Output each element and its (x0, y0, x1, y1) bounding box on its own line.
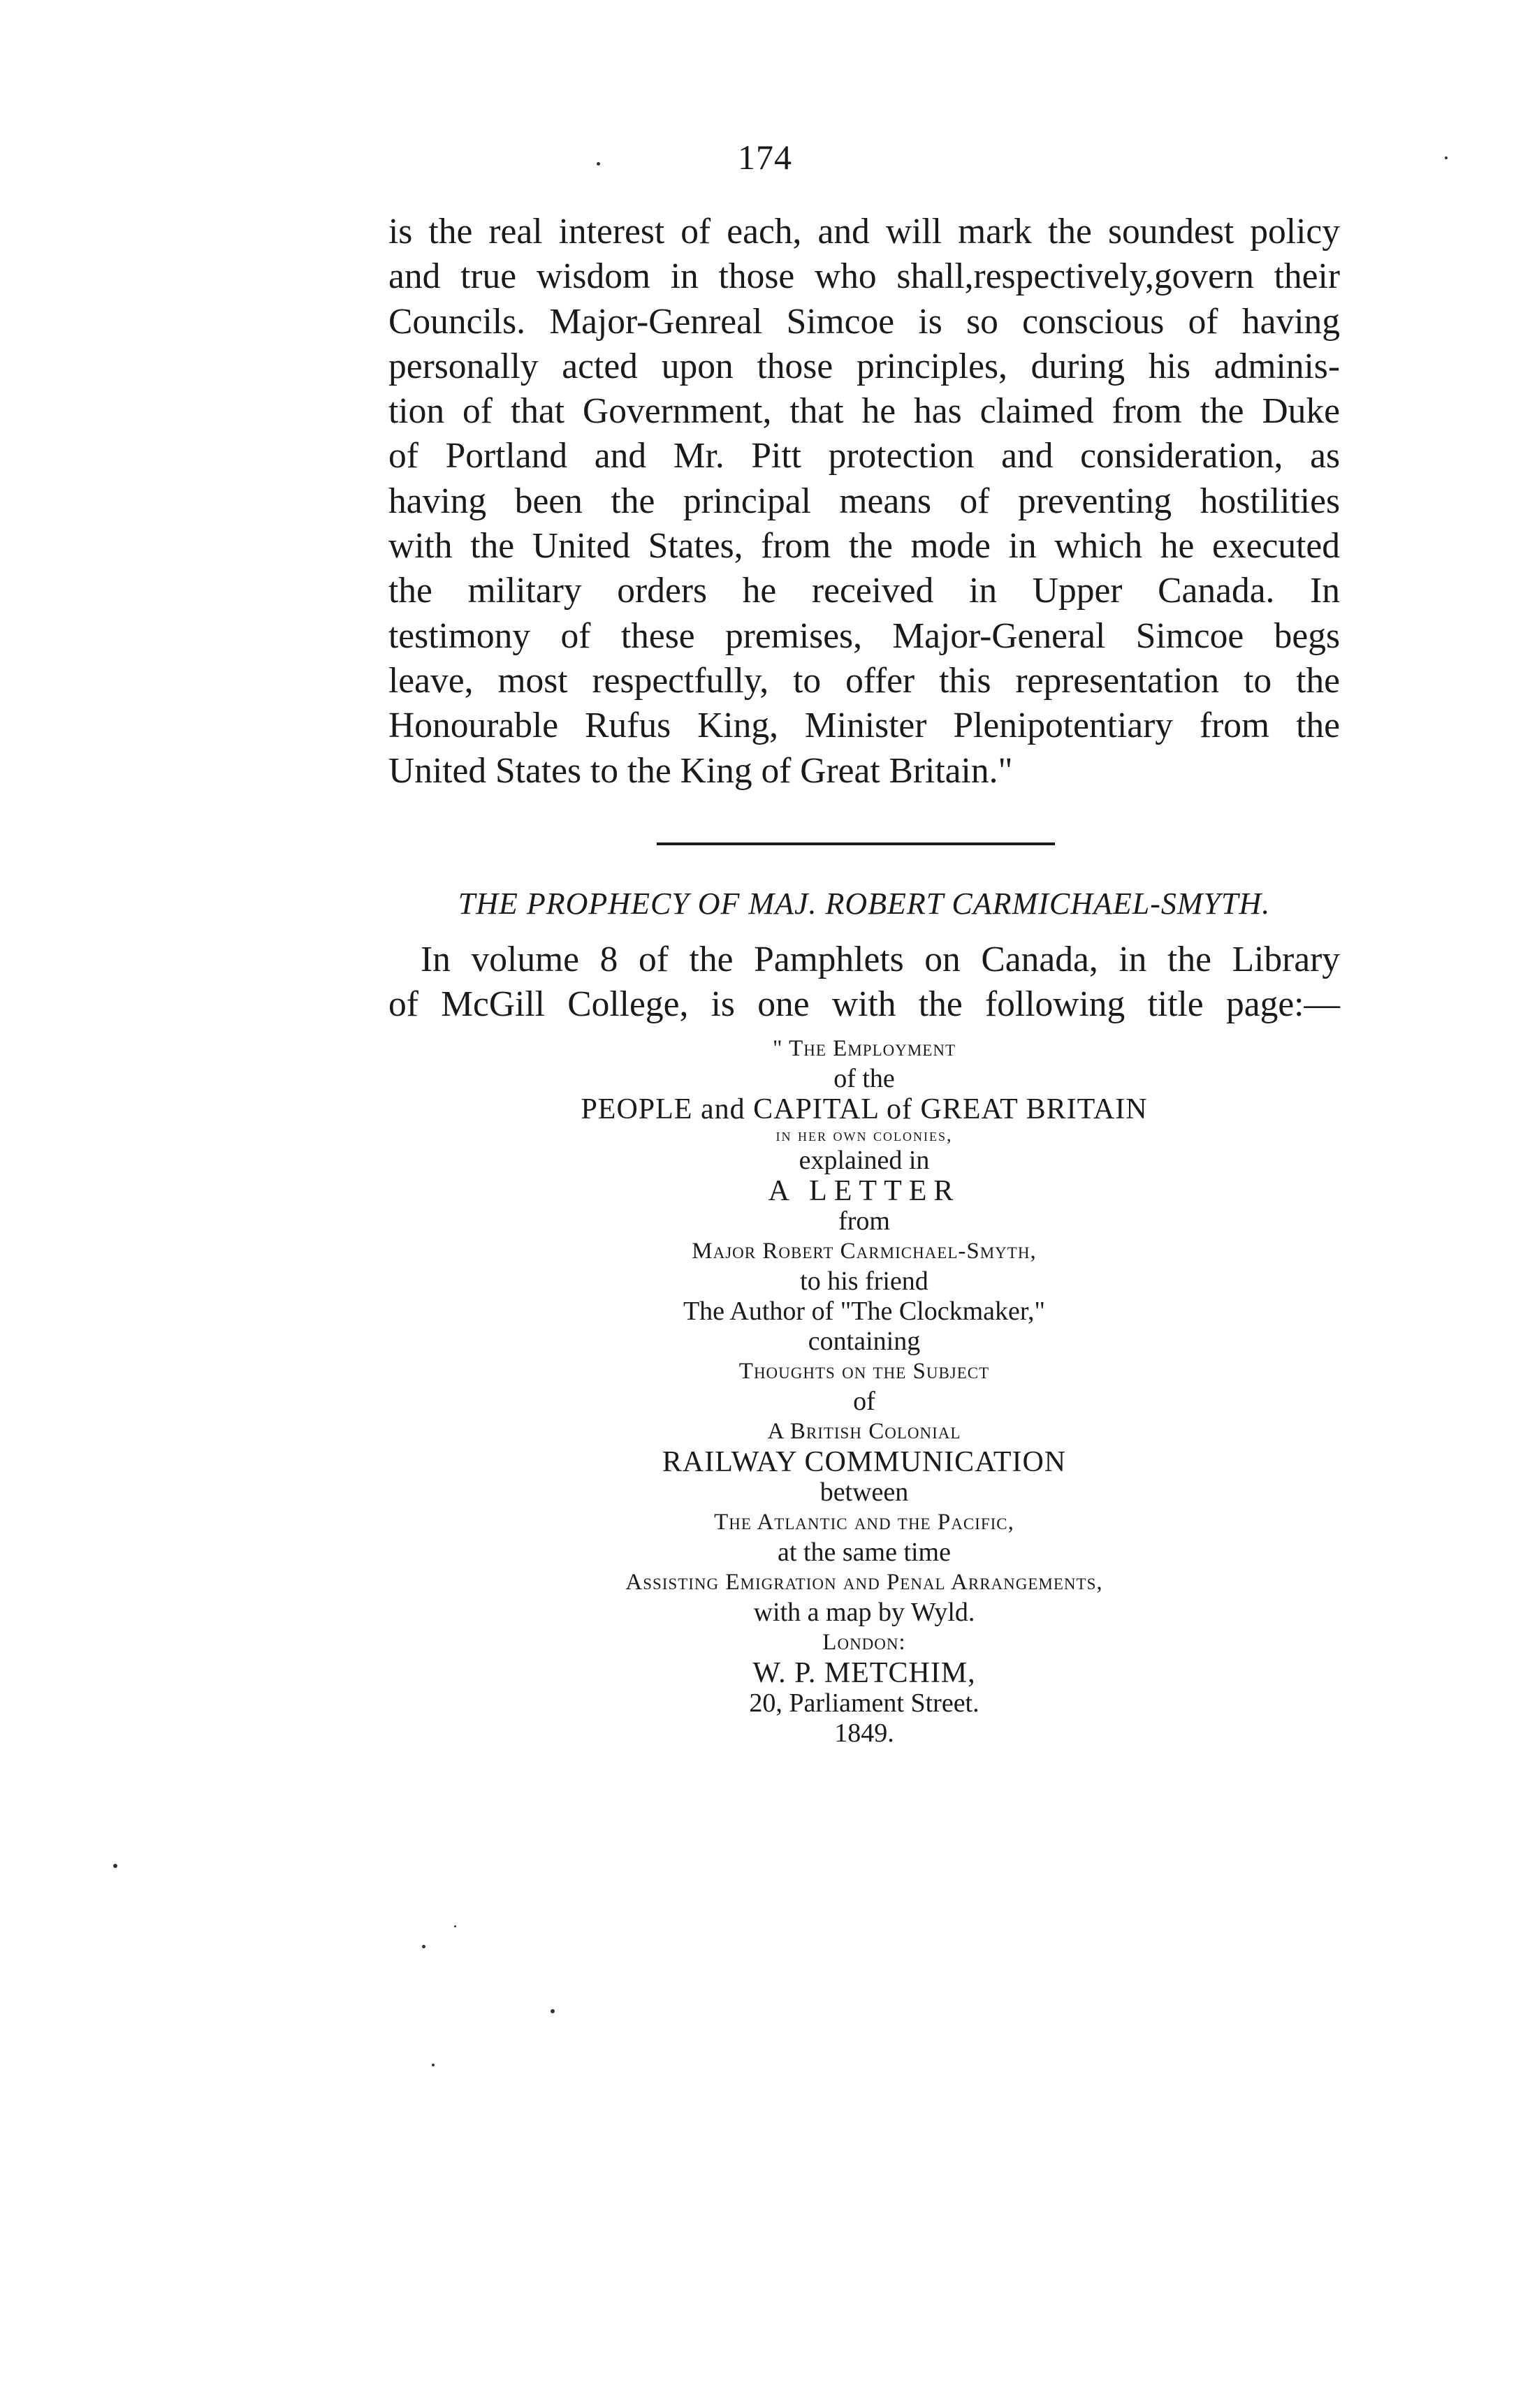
title-page-line: from (838, 1206, 890, 1236)
body-line: Councils. Major-Genreal Simcoe is so conscious of having (388, 301, 1340, 342)
title-page-line: with a map by Wyld. (753, 1598, 975, 1627)
title-page-line: Major Robert Carmichael-Smyth, (692, 1239, 1037, 1264)
title-page-line: " The Employment (772, 1036, 956, 1061)
scan-speck (597, 162, 600, 166)
body-line: leave, most respectfully, to offer this representation to the (388, 660, 1340, 701)
quoted-title-page (388, 1034, 1340, 1749)
body-line: the military orders he received in Upper Canada. In (388, 571, 1340, 611)
title-page-line: between (819, 1477, 909, 1507)
title-page-line: The Author of "The Clockmaker," (683, 1297, 1046, 1326)
title-page-line: London: (822, 1630, 906, 1655)
title-page-line: at the same time (778, 1538, 951, 1567)
title-page-line: of (853, 1387, 875, 1416)
scan-speck (432, 2064, 435, 2066)
scan-speck (551, 2009, 555, 2013)
scan-speck (422, 1945, 425, 1948)
intro-line: In volume 8 of the Pamphlets on Canada, in the Library (421, 940, 1340, 979)
intro-line: of McGill College, is one with the following title page:— (388, 984, 1340, 1024)
body-line: personally acted upon those principles, during his adminis- (388, 346, 1340, 386)
body-line: is the real interest of each, and will mark the soundest policy (388, 212, 1340, 251)
section-intro (388, 937, 1340, 1027)
body-line: having been the principal means of preventing hostilities (388, 481, 1340, 521)
title-page-line: 1849. (834, 1719, 894, 1748)
title-page-line: containing (808, 1327, 921, 1356)
title-page-line: explained in (799, 1146, 930, 1175)
body-line: of Portland and Mr. Pitt protection and consideration, as (388, 436, 1340, 476)
section-title: THE PROPHECY OF MAJ. ROBERT CARMICHAEL-SMYTH. (458, 886, 1271, 921)
title-page-line: Assisting Emigration and Penal Arrangements, (625, 1570, 1103, 1595)
title-page-line: PEOPLE and CAPITAL of GREAT BRITAIN (581, 1093, 1148, 1125)
title-page-line: RAILWAY COMMUNICATION (662, 1446, 1067, 1478)
body-line: Honourable Rufus King, Minister Plenipotentiary from the (388, 706, 1340, 746)
title-page-line: Thoughts on the Subject (738, 1359, 990, 1384)
scan-speck (454, 1925, 456, 1927)
scan-speck (1445, 156, 1448, 159)
title-page-line: A British Colonial (767, 1419, 961, 1444)
scan-speck (113, 1864, 117, 1868)
body-line: with the United States, from the mode in which he executed (388, 526, 1340, 567)
body-line: United States to the King of Great Britain." (388, 750, 1013, 791)
title-page-line: A LETTER (768, 1175, 961, 1207)
title-page-line: 20, Parliament Street. (749, 1688, 979, 1718)
body-line: tion of that Government, that he has claimed from the Duke (388, 391, 1340, 432)
body-paragraph (388, 210, 1340, 794)
title-page-line: to his friend (800, 1267, 928, 1296)
body-line: testimony of these premises, Major-General Simcoe begs (388, 615, 1340, 656)
body-line: and true wisdom in those who shall,respectively,govern their (388, 256, 1340, 297)
title-page-line: The Atlantic and the Pacific, (714, 1510, 1014, 1535)
title-page-line: W. P. METCHIM, (752, 1657, 976, 1689)
title-page-line: of the (833, 1064, 895, 1093)
section-divider (657, 842, 1055, 845)
title-page-line: in her own colonies, (775, 1125, 953, 1145)
page-number: 174 (738, 138, 792, 177)
